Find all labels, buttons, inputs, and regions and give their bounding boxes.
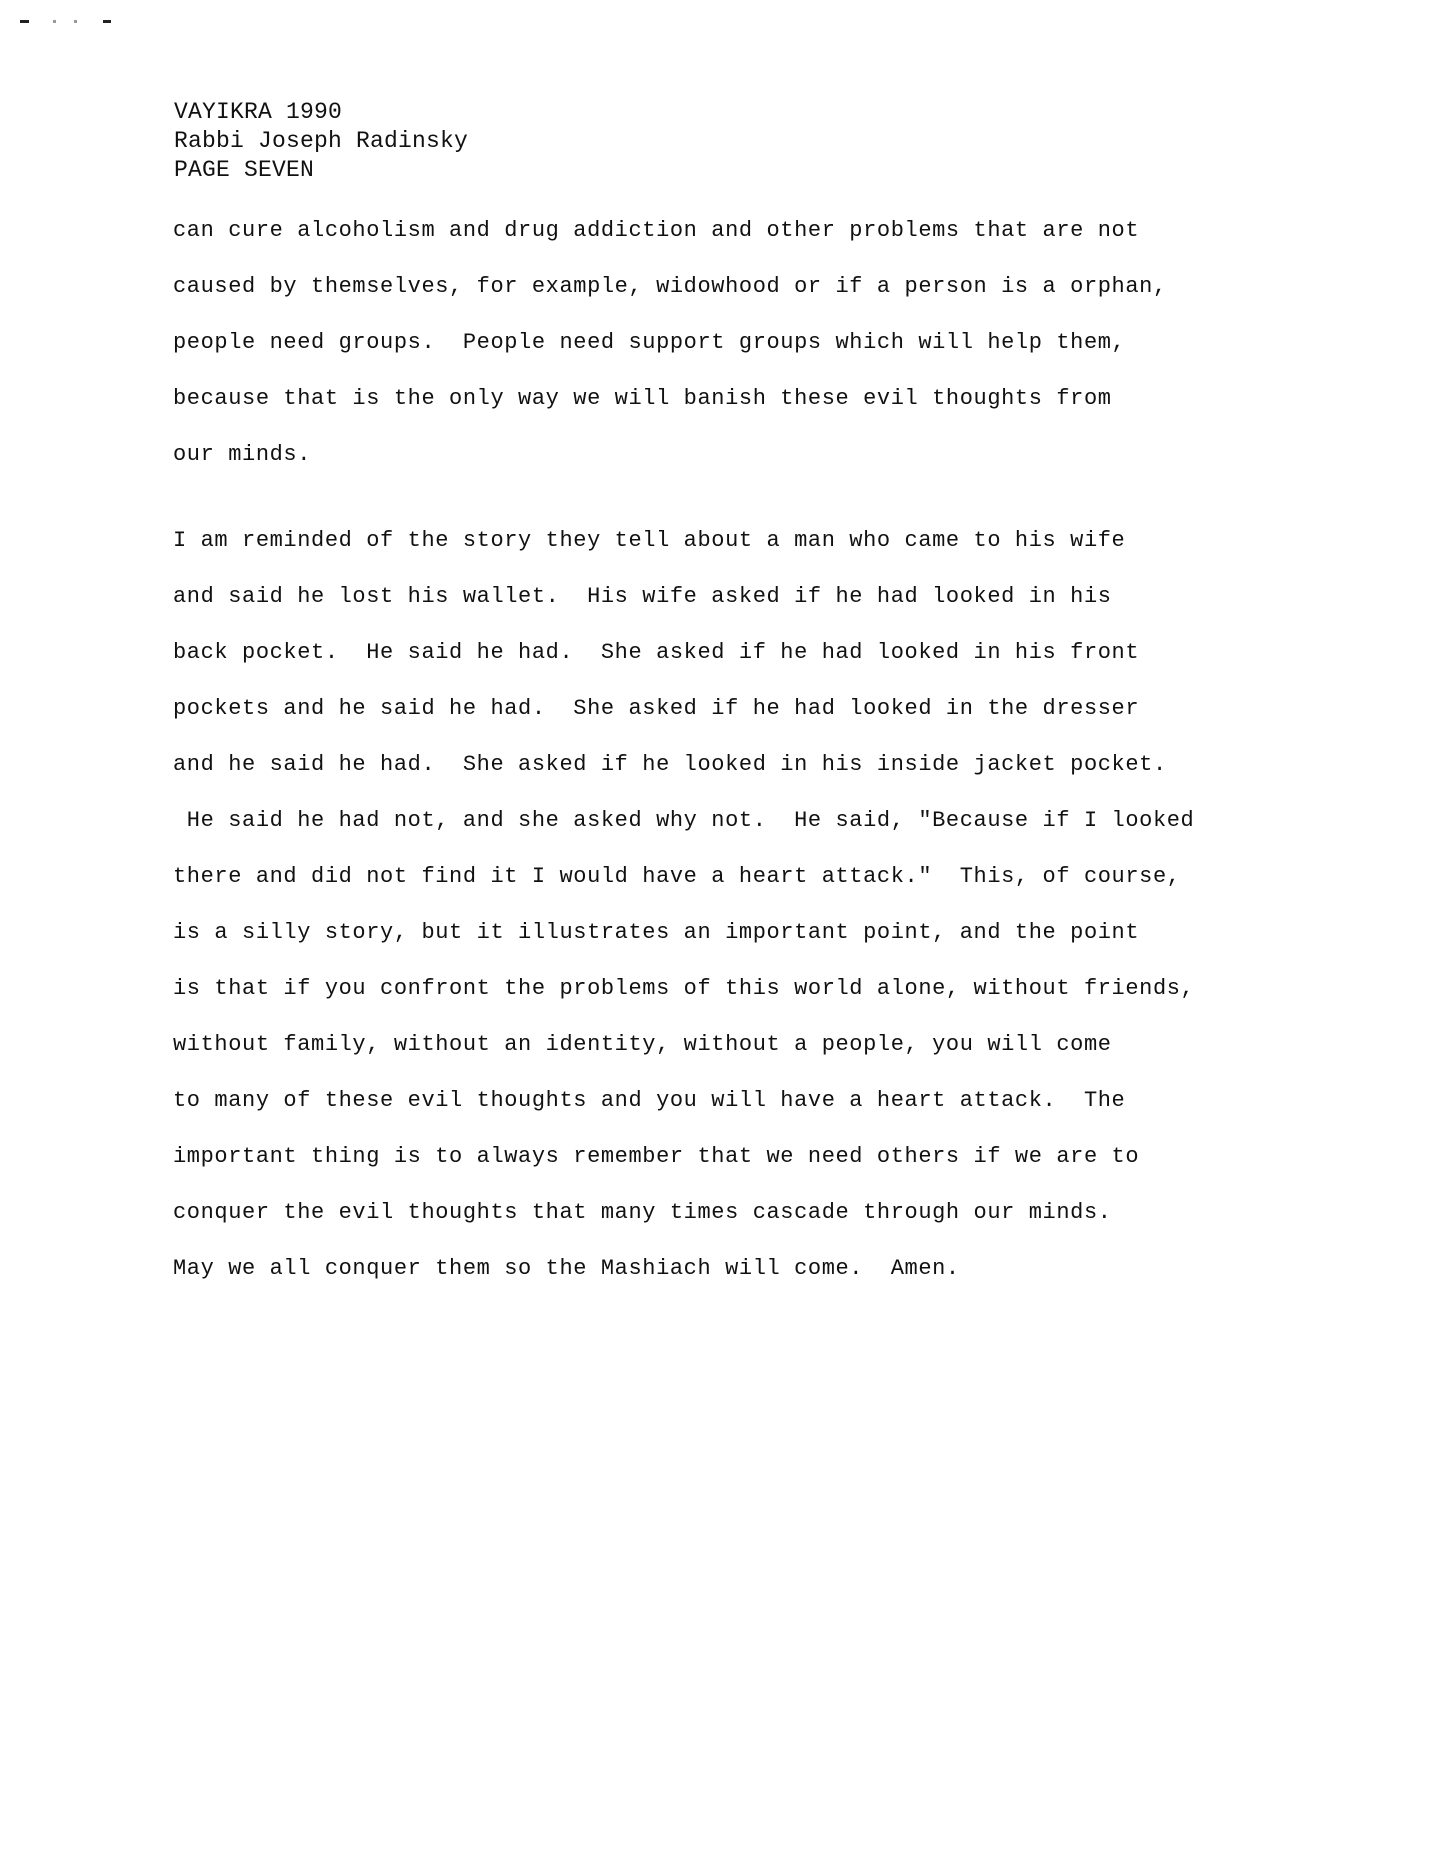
- text-line: back pocket. He said he had. She asked if he had looked in his front: [173, 640, 1140, 665]
- text-line: and he said he had. She asked if he looked in his inside jacket pocket.: [173, 752, 1167, 777]
- text-line: caused by themselves, for example, widowhood or if a person is a orphan,: [173, 274, 1167, 299]
- text-line: there and did not find it I would have a heart attack." This, of course,: [173, 864, 1181, 889]
- text-line: because that is the only way we will banish these evil thoughts from: [173, 386, 1112, 411]
- text-line: is that if you confront the problems of this world alone, without friends,: [173, 976, 1195, 1001]
- document-body: [173, 216, 1233, 1310]
- paragraph-gap: [173, 496, 1233, 526]
- scan-artifact: [53, 20, 56, 23]
- paragraph-1: [173, 216, 1233, 496]
- text-line: to many of these evil thoughts and you will have a heart attack. The: [173, 1088, 1126, 1113]
- text-line: people need groups. People need support groups which will help them,: [173, 330, 1126, 355]
- text-line: is a silly story, but it illustrates an important point, and the point: [173, 920, 1140, 945]
- text-line: important thing is to always remember that we need others if we are to: [173, 1144, 1140, 1169]
- text-line: our minds.: [173, 442, 312, 467]
- text-line: and said he lost his wallet. His wife asked if he had looked in his: [173, 584, 1112, 609]
- paragraph-2: [173, 526, 1233, 1310]
- text-line: He said he had not, and she asked why not. He said, "Because if I looked: [173, 808, 1195, 833]
- text-line: without family, without an identity, without a people, you will come: [173, 1032, 1112, 1057]
- header-title: VAYIKRA 1990: [174, 99, 343, 125]
- document-header: [174, 98, 468, 185]
- text-line: conquer the evil thoughts that many times cascade through our minds.: [173, 1200, 1112, 1225]
- header-page-number: PAGE SEVEN: [174, 157, 315, 183]
- text-line: can cure alcoholism and drug addiction and other problems that are not: [173, 218, 1140, 243]
- header-author: Rabbi Joseph Radinsky: [174, 128, 469, 154]
- text-line: May we all conquer them so the Mashiach will come. Amen.: [173, 1256, 960, 1281]
- scan-artifact: [74, 20, 77, 23]
- scan-artifact: [103, 20, 111, 23]
- text-line: pockets and he said he had. She asked if he had looked in the dresser: [173, 696, 1140, 721]
- scan-artifact: [20, 20, 29, 23]
- text-line: I am reminded of the story they tell about a man who came to his wife: [173, 528, 1126, 553]
